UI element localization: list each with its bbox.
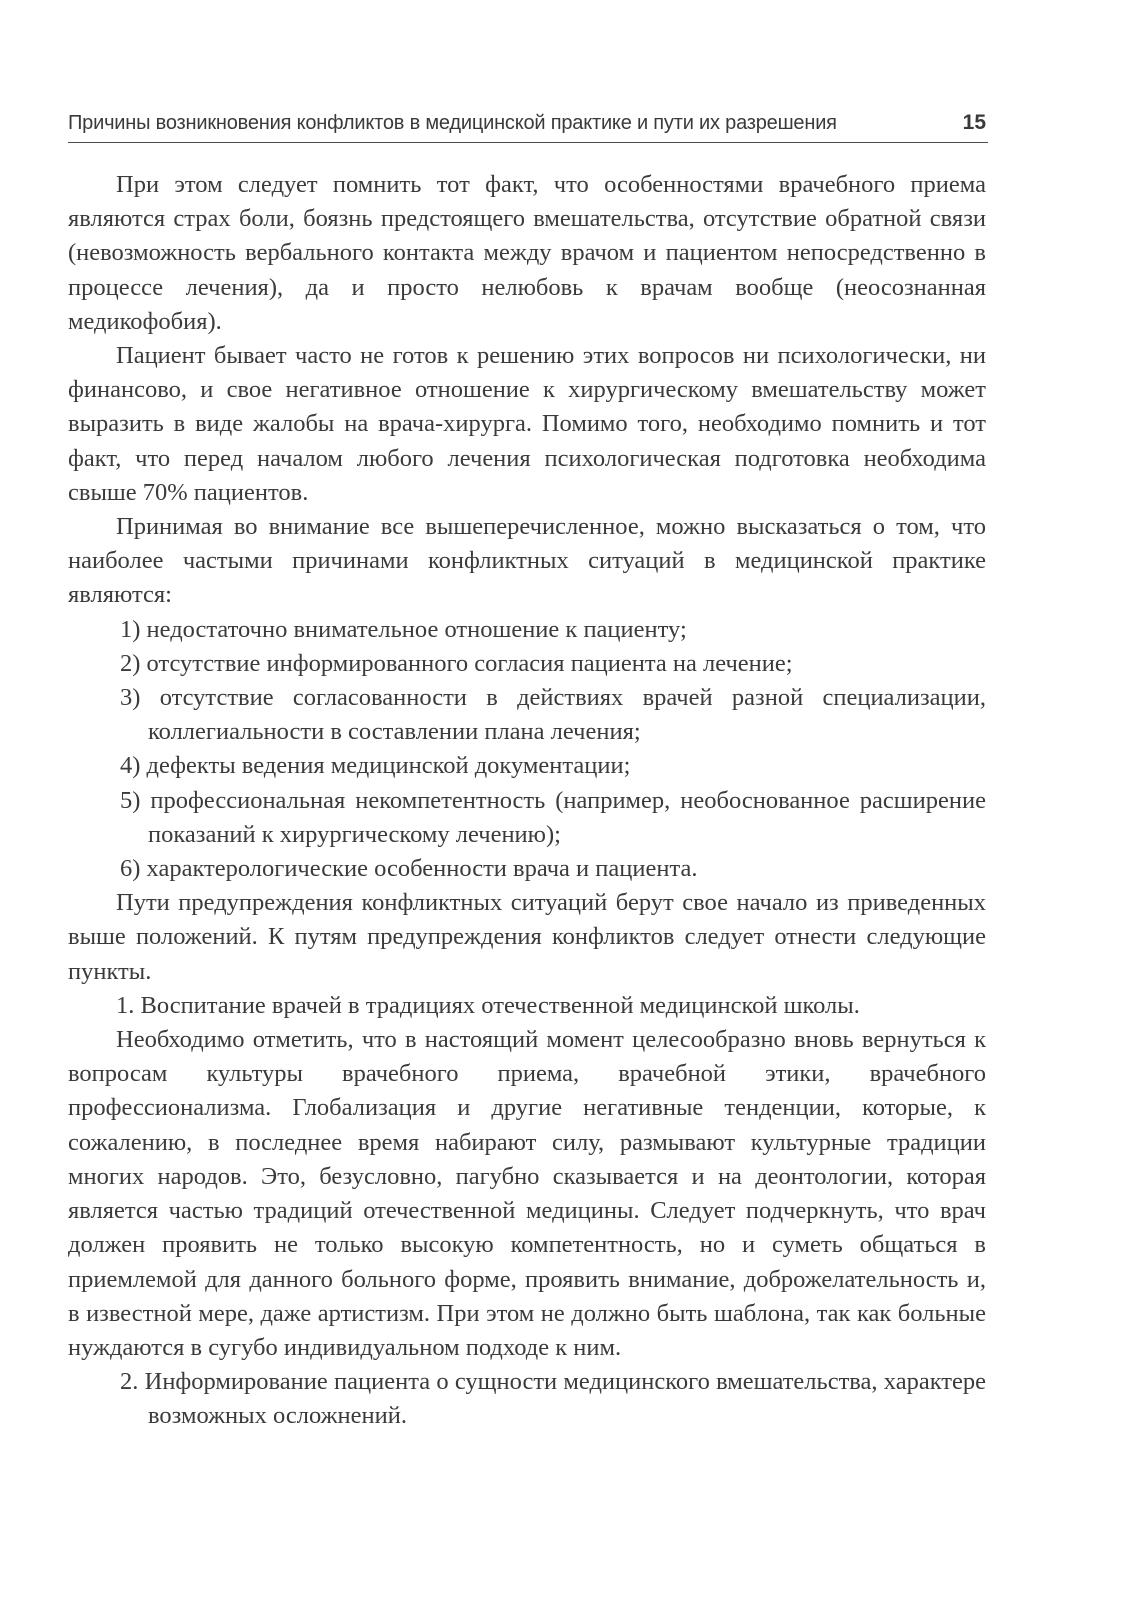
list-item: 6) характерологические особенности врача и пациента. [120,855,698,883]
paragraph: Пути предупреждения конфликтных ситуаций берут свое начало из приведенных выше положений. К путям предупреждения конфликтов следует отнести следующие пункты. [68,889,986,985]
paragraph: Необходимо отметить, что в настоящий момент целесообразно вновь вернуться к вопросам культуры врачебного приема, врачебной этики, врачебного профессионализма. Глобализация и другие негативные тенденции, которые, к сожалению, в последнее время набирают силу, размывают культурные традиции многих народов. Это, безусловно, пагубно сказывается и на деонтологии, которая является частью традиций отечественной медицины. Следует подчеркнуть, что врач должен проявить не только высокую компетентность, но и суметь общаться в приемлемой для данного больного форме, проявить внимание, доброжелательность и, в известной мере, даже артистизм. При этом не должно быть шаблона, так как больные нуждаются в сугубо индивидуальном подходе к ним. [68,1026,986,1361]
list-item: 2) отсутствие информированного согласия пациента на лечение; [120,649,793,677]
paragraph: Пациент бывает часто не готов к решению этих вопросов ни психологически, ни финансово, и свое негативное отношение к хирургическому вмешательству может выразить в виде жалобы на врача-хирурга. Помимо того, необходимо помнить и тот факт, что перед началом любого лечения психологическая подготовка необходима свыше 70% пациентов. [68,342,986,506]
list-item: 3) отсутствие согласованности в действиях врачей разной специализации, коллегиальности в составлении плана лечения; [120,684,986,746]
numbered-heading: 1. Воспитание врачей в традициях отечественной медицинской школы. [116,991,860,1019]
paragraph: При этом следует помнить тот факт, что особенностями врачебного приема являются страх боли, боязнь предстоящего вмешательства, отсутствие обратной связи (невозможность вербального контакта между врачом и пациентом непосредственно в процессе лечения), да и просто нелюбовь к врачам вообще (неосознанная медикофобия). [68,171,986,335]
list-item: 1) недостаточно внимательное отношение к пациенту; [120,615,687,643]
list-item: 5) профессиональная некомпетентность (например, необоснованное расширение показаний к хирургическому лечению); [120,786,986,848]
paragraph: Принимая во внимание все вышеперечисленное, можно высказаться о том, что наиболее частыми причинами конфликтных ситуаций в медицинской практике являются: [68,513,986,609]
numbered-heading: 2. Информирование пациента о сущности медицинского вмешательства, характере возможных осложнений. [120,1368,986,1430]
list-item: 4) дефекты ведения медицинской документации; [120,752,631,780]
page-number: 15 [962,111,986,134]
running-header-title: Причины возникновения конфликтов в медицинской практике и пути их разрешения [68,112,837,134]
page-body [68,168,986,1434]
running-header [68,108,988,143]
